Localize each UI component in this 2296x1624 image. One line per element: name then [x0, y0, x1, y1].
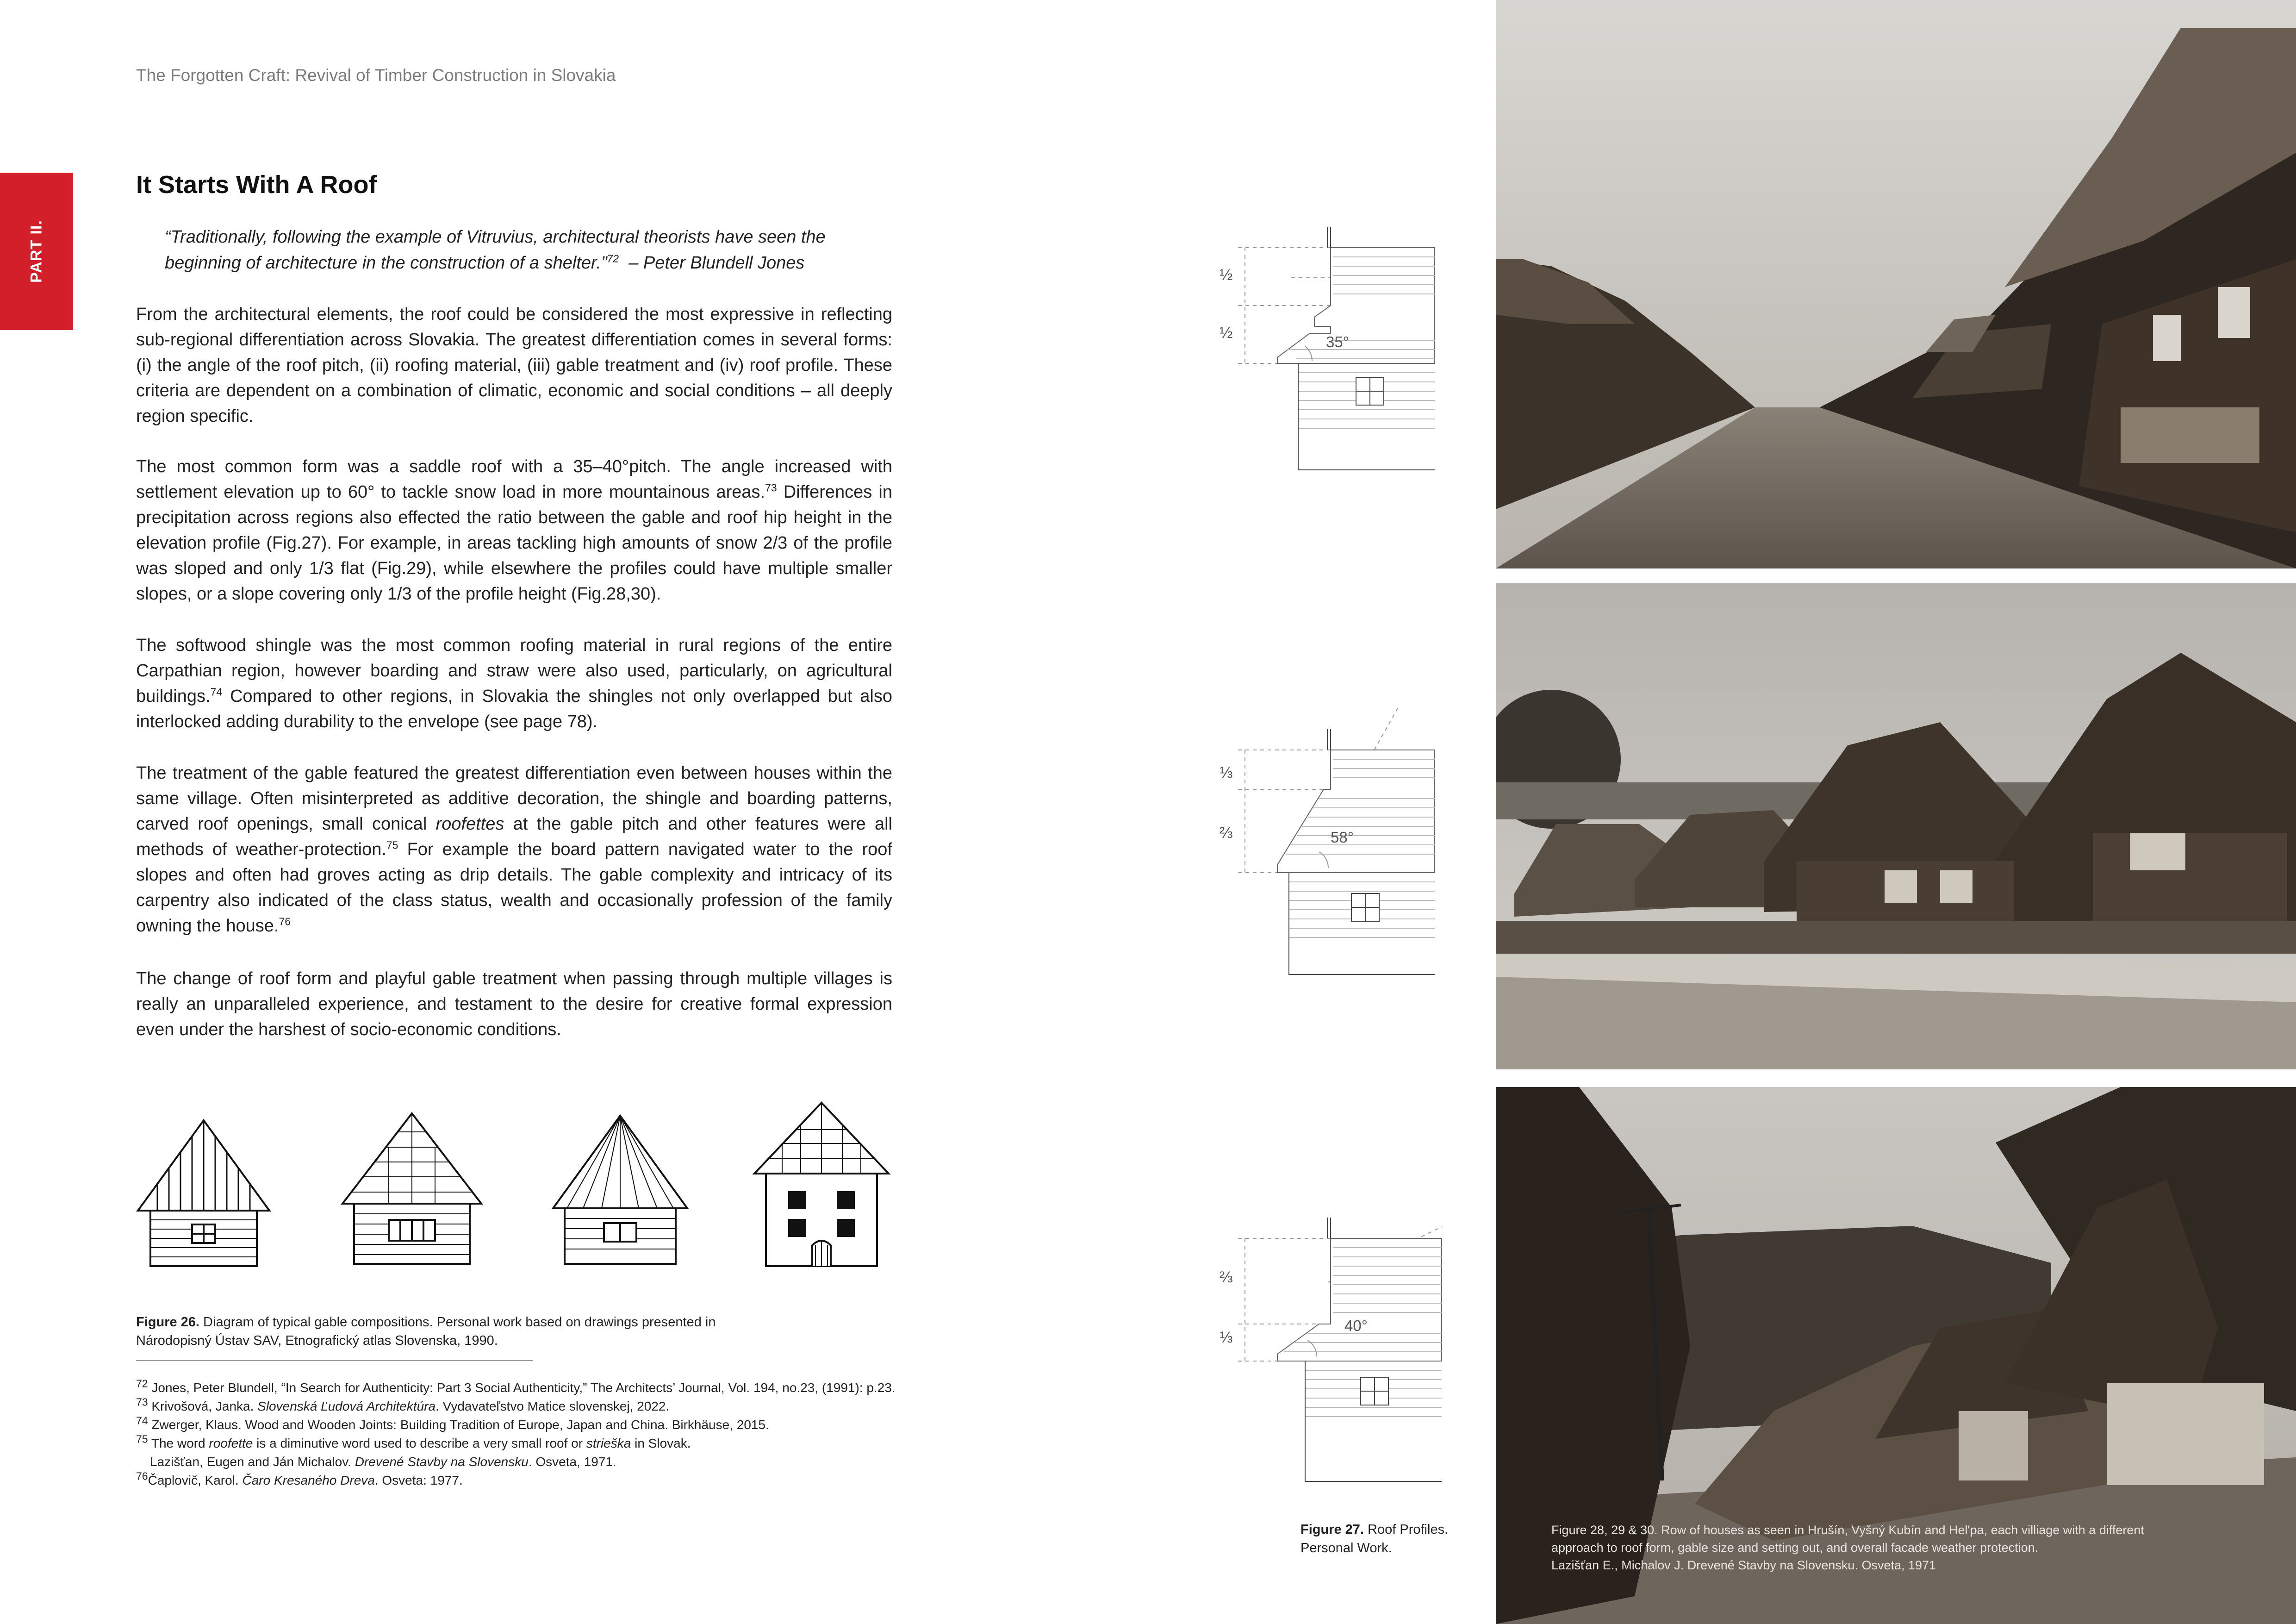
footnote-text: . Osveta: 1977.: [374, 1473, 463, 1487]
paragraph-text: The most common form was a saddle roof with a 35–40°pitch. The angle increased with settlement elevation up to 60° to tackle snow load in more mountainous areas.: [136, 457, 892, 502]
footnote-number: 73: [136, 1396, 148, 1408]
caption-text: Diagram of typical gable compositions. Personal work based on drawings presented in Národopisný Ústav SAV, Etnografický atlas Slovenska, 1990.: [136, 1315, 716, 1348]
roof-profile-3: [1213, 1213, 1444, 1491]
profile-fraction-upper: ⅔: [1220, 1268, 1233, 1286]
section-title: It Starts With A Roof: [136, 171, 377, 199]
footnote-ref: 75: [386, 839, 398, 851]
figure-26-caption: [136, 1313, 738, 1350]
footnote-number: 72: [136, 1377, 148, 1390]
profile-fraction-upper: ½: [1220, 266, 1233, 284]
caption-text: Figure 28, 29 & 30. Row of houses as seen in Hrušín, Vyšný Kubín and Hel'pa, each villiage with a different approach to roof form, gable size and setting out, and overall facade weather protection.: [1551, 1523, 2144, 1555]
profile-angle: 58°: [1331, 829, 1354, 846]
paragraph-text: at the gable pitch and other features were all methods of weather-protection.: [136, 814, 892, 859]
footnote-text: in Slovak.: [631, 1436, 691, 1450]
figure-label: Figure 26.: [136, 1315, 199, 1330]
footnote: [136, 1416, 923, 1434]
paragraph-text: The softwood shingle was the most common roofing material in rural regions of the entire Carpathian region, however boarding and straw were also used, particularly, on agricultural buildings.: [136, 636, 892, 706]
footnote-text: Krivošová, Janka.: [148, 1399, 258, 1413]
part-tab: [0, 173, 73, 330]
footnote: [136, 1471, 923, 1490]
footnote-text: Jones, Peter Blundell, “In Search for Authenticity: Part 3 Social Authenticity,” The Architects’ Journal, Vol. 194, no.23, (1991): p.23.: [148, 1380, 896, 1395]
profile-angle: 40°: [1344, 1317, 1368, 1334]
caption-text: Roof Profiles. Personal Work.: [1300, 1522, 1449, 1555]
figure-label: Figure 27.: [1300, 1522, 1364, 1537]
gable-house-boarded: [138, 1120, 269, 1266]
paragraph-text: Differences in precipitation across regions also effected the ratio between the gable and roof hip height in the elevation profile (Fig.27). For example, in areas tackling high amounts of snow 2/3 of the profile was sloped and only 1/3 flat (Fig.29), while elsewhere the profiles could have multiple smaller slopes, or a slope covering only 1/3 of the profile height (Fig.28,30).: [136, 482, 892, 604]
footnote-emphasis: Slovenská Ľudová Architektúra: [257, 1399, 436, 1413]
footnote: [136, 1379, 923, 1397]
footnote-text: Zwerger, Klaus. Wood and Wooden Joints: Building Tradition of Europe, Japan and China. Birkhäuse, 2015.: [148, 1418, 769, 1432]
footnote-emphasis: Čaro Kresaného Dreva: [242, 1473, 375, 1487]
profile-fraction-lower: ½: [1220, 324, 1233, 342]
footnote-ref: 73: [765, 481, 777, 494]
village-photo-hrusin: [1496, 0, 2296, 568]
profile-fraction-lower: ⅓: [1220, 1329, 1233, 1346]
footnote-divider: [136, 1360, 533, 1361]
profile-fraction-lower: ⅔: [1220, 824, 1233, 842]
figure-28-30-caption: [1551, 1521, 2153, 1574]
body-paragraph: [136, 454, 892, 607]
footnote-emphasis: strieška: [586, 1436, 631, 1450]
body-paragraph: [136, 761, 892, 939]
epigraph-attribution: – Peter Blundell Jones: [619, 253, 805, 273]
figure-27-caption: [1300, 1520, 1453, 1557]
footnote: [136, 1453, 937, 1471]
footnote-text: Lazišťan, Eugen and Ján Michalov.: [150, 1455, 355, 1469]
body-paragraph: From the architectural elements, the roof could be considered the most expressive in reflecting sub-regional differentiation across Slovakia. The greatest differentiation comes in several forms: (i) the angle of the roof pitch, (ii) roofing material, (iii) gable treatment and (iv) roof profile. These criteria are dependent on a combination of climatic, economic and social conditions – all deeply region specific.: [136, 305, 892, 426]
footnote-emphasis: Drevené Stavby na Slovensku: [355, 1455, 529, 1469]
footnote-text: The word: [148, 1436, 209, 1450]
paragraph-emphasis: roofettes: [436, 814, 504, 834]
roof-profile-2: [1213, 704, 1444, 981]
footnote-number: 76: [136, 1470, 148, 1482]
caption-source: Lazišťan E., Michalov J. Drevené Stavby na Slovensku. Osveta, 1971: [1551, 1558, 1936, 1572]
footnote: [136, 1434, 923, 1453]
gable-diagrams: [134, 1097, 898, 1273]
gable-house-two-storey: [754, 1103, 889, 1266]
body-paragraph: [136, 633, 892, 735]
profile-fraction-upper: ⅓: [1220, 764, 1233, 781]
paragraph-text: Compared to other regions, in Slovakia the shingles not only overlapped but also interlocked adding durability to the envelope (see page 78).: [136, 687, 892, 731]
footnote-ref: 76: [279, 915, 291, 928]
village-photo-vysny-kubin: [1496, 583, 2296, 1069]
footnote-text: . Osveta, 1971.: [528, 1455, 616, 1469]
footnote-emphasis: roofette: [209, 1436, 253, 1450]
profile-angle: 35°: [1326, 333, 1349, 350]
gable-house-shingled: [553, 1116, 687, 1264]
footnote-number: 75: [136, 1433, 148, 1445]
footnote-ref: 74: [210, 686, 223, 698]
running-header: The Forgotten Craft: Revival of Timber Construction in Slovakia: [136, 66, 616, 85]
paragraph-text: The treatment of the gable featured the greatest differentiation even between houses within the same village. Often misinterpreted as additive decoration, the shingle and boarding patterns, carved roof openings, small conical: [136, 763, 892, 834]
roof-profile-1: [1213, 222, 1444, 472]
footnote: [136, 1397, 923, 1416]
epigraph-quote: “Traditionally, following the example of Vitruvius, architectural theorists have seen the beginning of architecture in the construction of a shelter.”: [165, 227, 826, 273]
footnote-text: . Vydavateľstvo Matice slovenskej, 2022.: [436, 1399, 670, 1413]
part-tab-label: PART II.: [27, 220, 45, 283]
epigraph: [165, 224, 887, 276]
paragraph-text: For example the board pattern navigated water to the roof slopes and often had groves acting as drip details. The gable complexity and intricacy of its carpentry also indicated of the class status, wealth and occasionally profession of the family owning the house.: [136, 840, 892, 936]
footnote-ref: 72: [607, 252, 619, 265]
footnote-text: is a diminutive word used to describe a very small roof or: [253, 1436, 586, 1450]
gable-house-decorated: [342, 1113, 481, 1264]
footnote-text: Čaplovič, Karol.: [148, 1473, 243, 1487]
footnote-number: 74: [136, 1414, 148, 1427]
body-paragraph: The change of roof form and playful gable treatment when passing through multiple villages is really an unparalleled experience, and testament to the desire for creative formal expression even under the harshest of socio-economic conditions.: [136, 969, 892, 1039]
